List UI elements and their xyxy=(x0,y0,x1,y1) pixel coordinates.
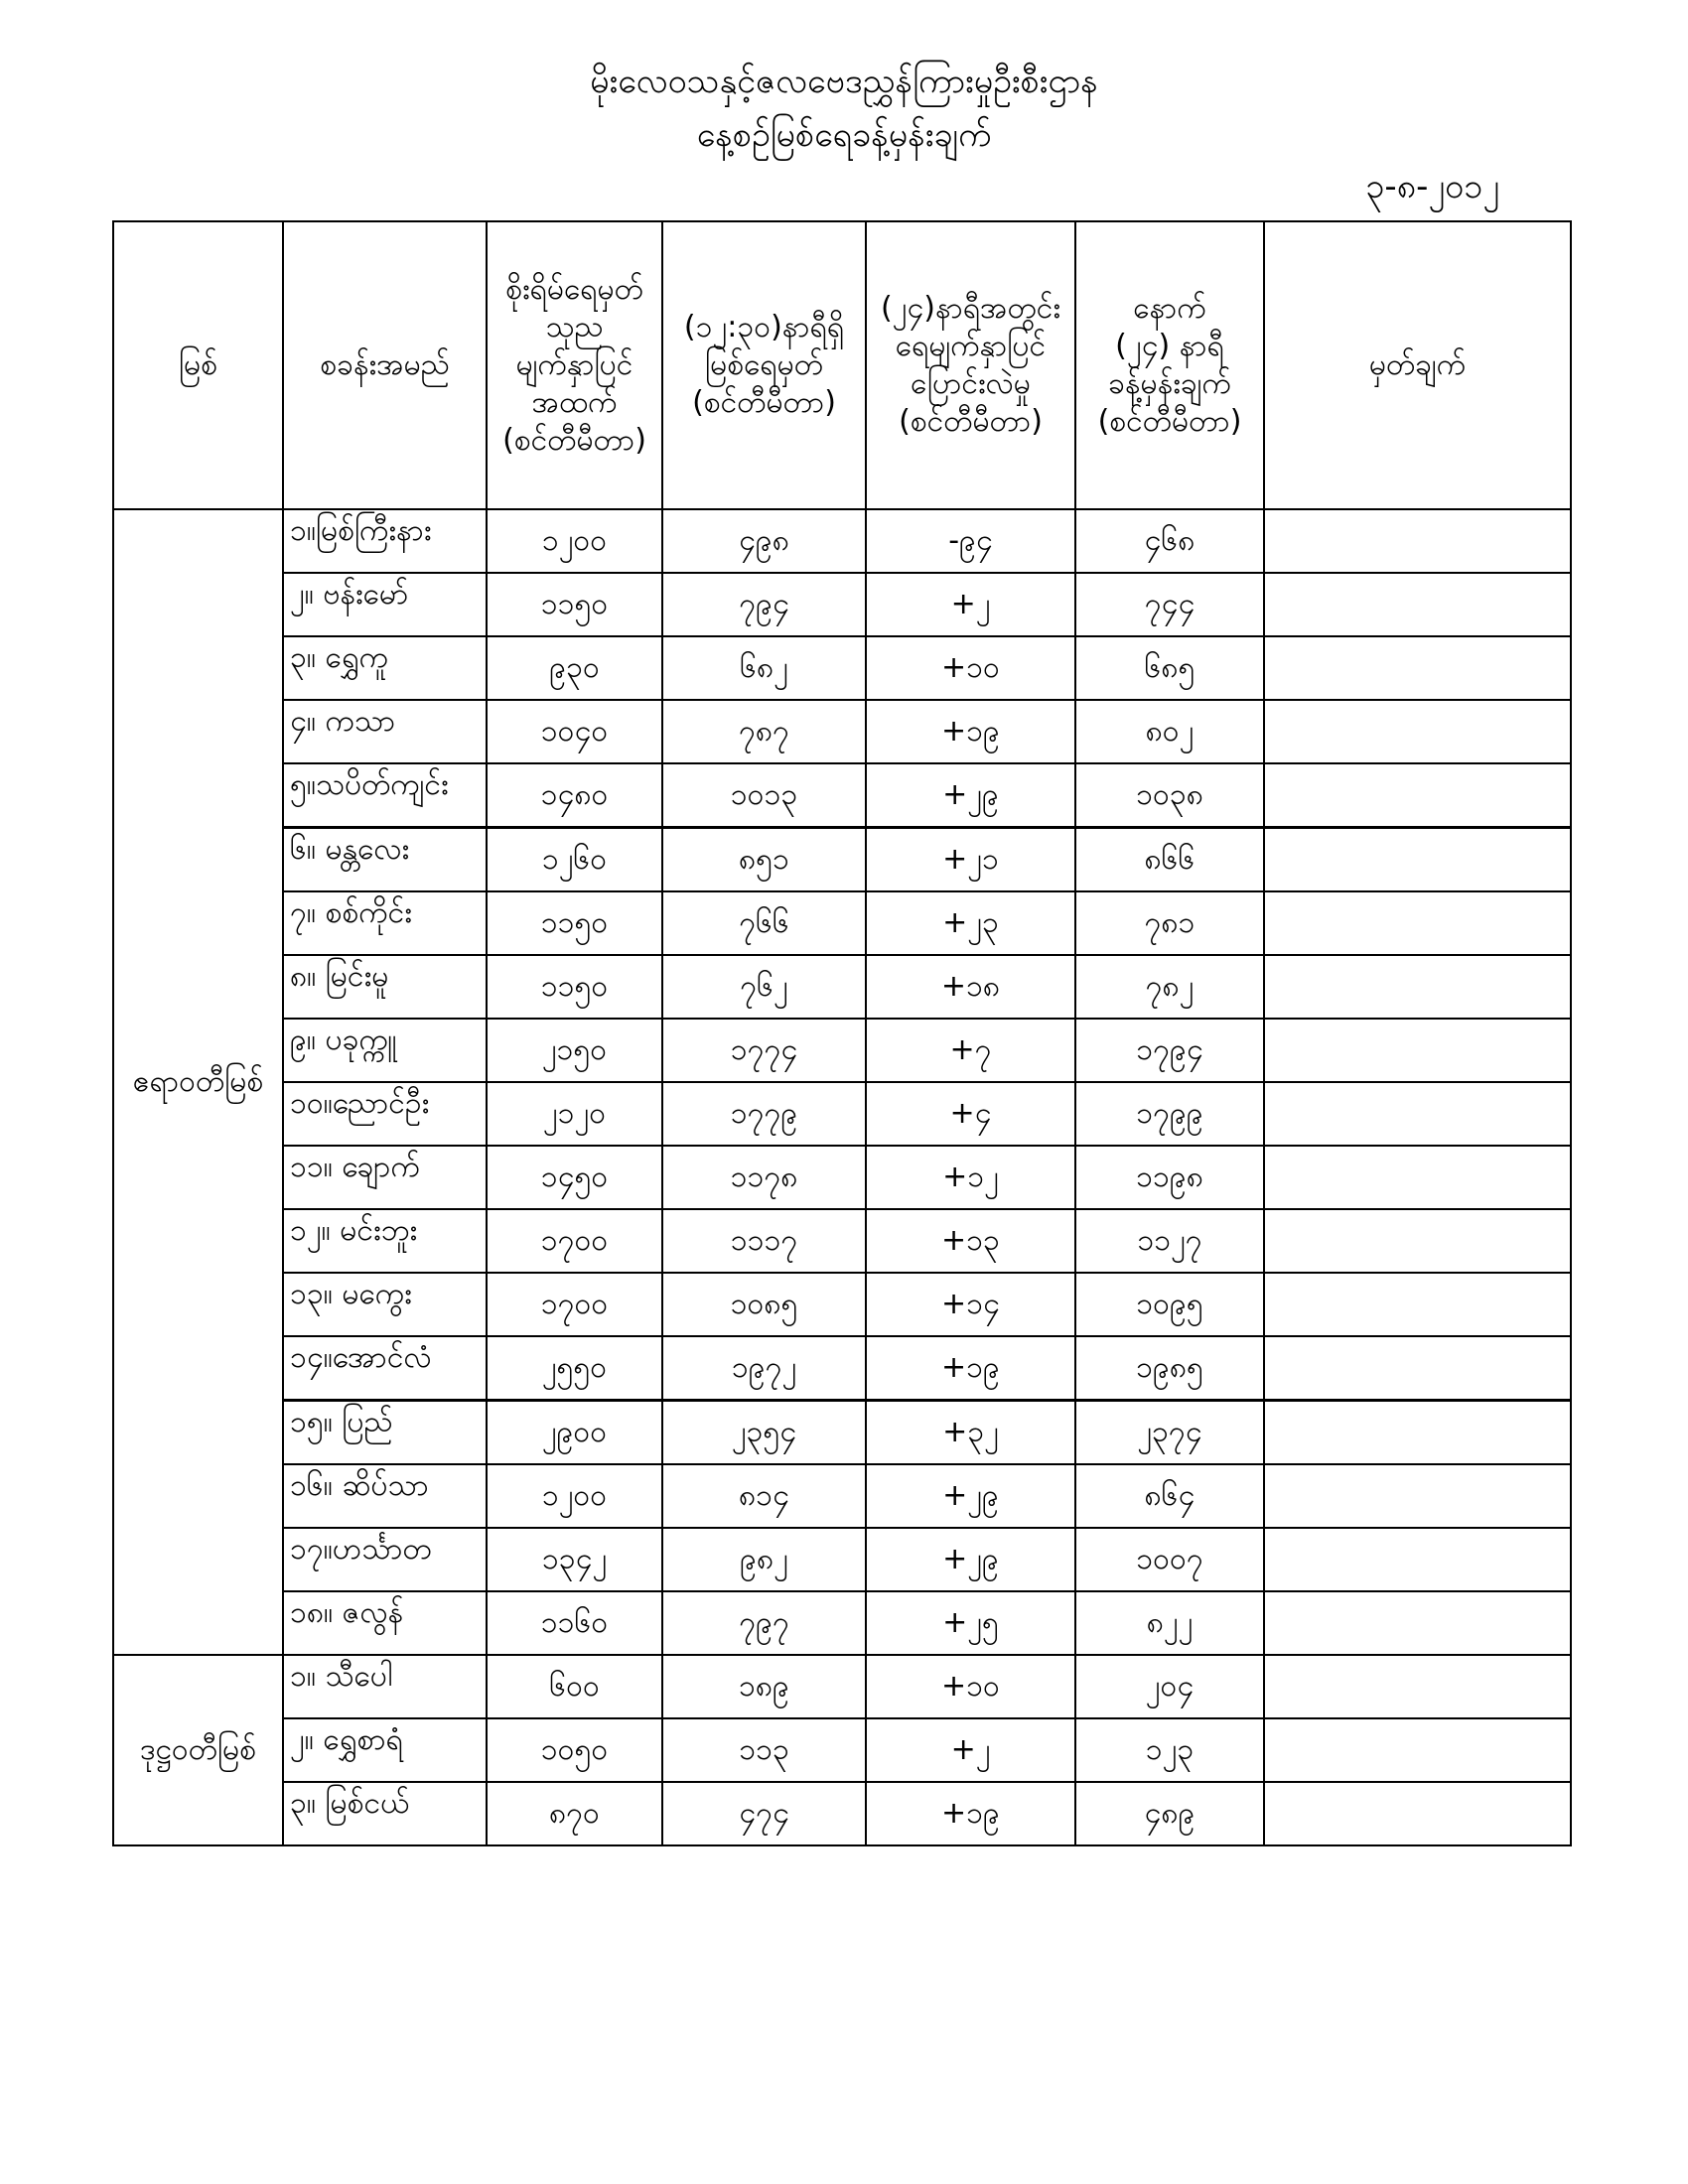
forecast-cell: ၁၂၃ xyxy=(1075,1718,1264,1782)
change-24h-cell: +၇ xyxy=(866,1019,1075,1082)
change-24h-cell: +၃၂ xyxy=(866,1401,1075,1465)
water-level-cell: ၁၀၁၃ xyxy=(662,763,866,828)
header-text-line: မှတ်ချက် xyxy=(1368,347,1467,382)
page-subtitle: နေ့စဉ်မြစ်ရေခန့်မှန်းချက် xyxy=(696,115,992,155)
table-row xyxy=(113,828,1571,892)
header-text-line: (၂၄) နာရီ xyxy=(1115,329,1224,363)
table-row xyxy=(113,1336,1571,1401)
danger-level-cell: ၁၂၆၀ xyxy=(487,828,662,892)
water-level-cell: ၁၁၁၇ xyxy=(662,1209,866,1273)
forecast-cell: ၁၀၀၇ xyxy=(1075,1528,1264,1591)
river-forecast-table xyxy=(112,220,1572,1846)
table-row xyxy=(113,1146,1571,1209)
header-text-line: (စင်တီမီတာ) xyxy=(1097,404,1242,439)
header-text-line: ပြောင်းလဲမှု xyxy=(911,366,1031,401)
header-danger-level xyxy=(487,221,662,509)
remark-cell xyxy=(1264,1019,1571,1082)
change-24h-cell: +၂၅ xyxy=(866,1591,1075,1655)
remark-cell xyxy=(1264,891,1571,955)
remark-cell xyxy=(1264,1464,1571,1528)
remark-cell xyxy=(1264,1401,1571,1465)
water-level-cell: ၁၇၇၉ xyxy=(662,1082,866,1146)
table-row xyxy=(113,1591,1571,1655)
header-text-line: မြစ်ရေမှတ် xyxy=(705,347,823,382)
remark-cell xyxy=(1264,1718,1571,1782)
water-level-cell: ၇၆၆ xyxy=(662,891,866,955)
change-24h-cell: +၁၃ xyxy=(866,1209,1075,1273)
station-name-cell: ၄။ ကသာ xyxy=(283,700,487,763)
header-text-line: သုည xyxy=(545,310,604,344)
remark-cell xyxy=(1264,1209,1571,1273)
forecast-cell: ၈၀၂ xyxy=(1075,700,1264,763)
water-level-cell: ၄၉၈ xyxy=(662,509,866,573)
header-text-line: (စင်တီမီတာ) xyxy=(502,423,646,458)
table-row xyxy=(113,1655,1571,1718)
remark-cell xyxy=(1264,1655,1571,1718)
change-24h-cell: +၂၁ xyxy=(866,828,1075,892)
station-name-cell: ၂။ ဗန်းမော် xyxy=(283,573,487,636)
forecast-cell: ၇၈၁ xyxy=(1075,891,1264,955)
forecast-cell: ၄၈၉ xyxy=(1075,1782,1264,1845)
danger-level-cell: ၁၁၅၀ xyxy=(487,955,662,1019)
water-level-cell: ၇၉၇ xyxy=(662,1591,866,1655)
station-name-cell: ၃။ မြစ်ငယ် xyxy=(283,1782,487,1845)
table-row xyxy=(113,700,1571,763)
header-text-line: ခန့်မှန်းချက် xyxy=(1108,366,1231,401)
water-level-cell: ၁၁၇၈ xyxy=(662,1146,866,1209)
change-24h-cell: +၁၉ xyxy=(866,700,1075,763)
water-level-cell: ၆၈၂ xyxy=(662,636,866,700)
change-24h-cell: -၉၄ xyxy=(866,509,1075,573)
table-row xyxy=(113,891,1571,955)
table-row xyxy=(113,1082,1571,1146)
remark-cell xyxy=(1264,1336,1571,1401)
table-row xyxy=(113,1782,1571,1845)
danger-level-cell: ၂၉၀၀ xyxy=(487,1401,662,1465)
forecast-cell: ၂၃၇၄ xyxy=(1075,1401,1264,1465)
remark-cell xyxy=(1264,763,1571,828)
header-text-line: နောက် xyxy=(1133,291,1206,326)
danger-level-cell: ၁၀၅၀ xyxy=(487,1718,662,1782)
table-row xyxy=(113,955,1571,1019)
forecast-cell: ၁၇၉၄ xyxy=(1075,1019,1264,1082)
forecast-cell: ၇၈၂ xyxy=(1075,955,1264,1019)
header-text-line: စိုးရိမ်ရေမှတ် xyxy=(505,272,643,307)
remark-cell xyxy=(1264,573,1571,636)
danger-level-cell: ၂၁၂၀ xyxy=(487,1082,662,1146)
danger-level-cell: ၁၃၄၂ xyxy=(487,1528,662,1591)
danger-level-cell: ၆၀၀ xyxy=(487,1655,662,1718)
station-name-cell: ၁၂။ မင်းဘူး xyxy=(283,1209,487,1273)
header-text-line: (၁၂:၃၀)နာရီရှိ xyxy=(683,310,845,344)
danger-level-cell: ၉၃၀ xyxy=(487,636,662,700)
remark-cell xyxy=(1264,1273,1571,1336)
forecast-cell: ၁၁၂၇ xyxy=(1075,1209,1264,1273)
change-24h-cell: +၂၃ xyxy=(866,891,1075,955)
station-name-cell: ၁၇။ဟင်္သာတ xyxy=(283,1528,487,1591)
header-text-line: (စင်တီမီတာ) xyxy=(692,385,836,420)
station-name-cell: ၂။ ရွှေစာရံ xyxy=(283,1718,487,1782)
change-24h-cell: +၄ xyxy=(866,1082,1075,1146)
water-level-cell: ၈၅၁ xyxy=(662,828,866,892)
header-station xyxy=(283,221,487,509)
table-row xyxy=(113,1718,1571,1782)
water-level-cell: ၁၁၃ xyxy=(662,1718,866,1782)
forecast-cell: ၈၂၂ xyxy=(1075,1591,1264,1655)
station-name-cell: ၁။ သီပေါ xyxy=(283,1655,487,1718)
report-date: ၃-၈-၂၀၁၂ xyxy=(1365,167,1499,206)
station-name-cell: ၆။ မန္တလေး xyxy=(283,828,487,892)
header-text-line: (စင်တီမီတာ) xyxy=(899,404,1043,439)
water-level-cell: ၁၇၇၄ xyxy=(662,1019,866,1082)
forecast-cell: ၁၇၉၉ xyxy=(1075,1082,1264,1146)
remark-cell xyxy=(1264,955,1571,1019)
water-level-cell: ၁၈၉ xyxy=(662,1655,866,1718)
page-title: မိုးလေဝသနှင့်ဇလဗေဒညွှန်ကြားမှုဦးစီးဌာန xyxy=(590,62,1098,101)
remark-cell xyxy=(1264,1782,1571,1845)
station-name-cell: ၇။ စစ်ကိုင်း xyxy=(283,891,487,955)
remark-cell xyxy=(1264,509,1571,573)
danger-level-cell: ၂၅၅၀ xyxy=(487,1336,662,1401)
header-text-line: (၂၄)နာရီအတွင်း xyxy=(880,291,1061,326)
danger-level-cell: ၁၂၀၀ xyxy=(487,509,662,573)
forecast-cell: ၁၀၉၅ xyxy=(1075,1273,1264,1336)
water-level-cell: ၇၉၄ xyxy=(662,573,866,636)
station-name-cell: ၁၁။ ချောက် xyxy=(283,1146,487,1209)
table-row xyxy=(113,573,1571,636)
header-remark xyxy=(1264,221,1571,509)
change-24h-cell: +၁၉ xyxy=(866,1336,1075,1401)
change-24h-cell: +၁၄ xyxy=(866,1273,1075,1336)
table-header-row xyxy=(113,221,1571,509)
water-level-cell: ၇၆၂ xyxy=(662,955,866,1019)
table-row xyxy=(113,1401,1571,1465)
forecast-cell: ၁၁၉၈ xyxy=(1075,1146,1264,1209)
river-name-cell: ဧရာဝတီမြစ် xyxy=(113,509,283,1655)
river-name-cell: ဒုဋ္ဌဝတီမြစ် xyxy=(113,1655,283,1845)
remark-cell xyxy=(1264,1146,1571,1209)
change-24h-cell: +၂၉ xyxy=(866,1528,1075,1591)
change-24h-cell: +၁၂ xyxy=(866,1146,1075,1209)
station-name-cell: ၃။ ရွှေကူ xyxy=(283,636,487,700)
station-name-cell: ၉။ ပခုက္ကူ xyxy=(283,1019,487,1082)
change-24h-cell: +၁၀ xyxy=(866,1655,1075,1718)
change-24h-cell: +၂၉ xyxy=(866,763,1075,828)
station-name-cell: ၁၆။ ဆိပ်သာ xyxy=(283,1464,487,1528)
forecast-cell: ၈၆၆ xyxy=(1075,828,1264,892)
station-name-cell: ၈။ မြင်းမူ xyxy=(283,955,487,1019)
water-level-cell: ၁၉၇၂ xyxy=(662,1336,866,1401)
header-text-line: ရေမျက်နှာပြင် xyxy=(895,329,1047,363)
change-24h-cell: +၁၈ xyxy=(866,955,1075,1019)
danger-level-cell: ၈၇၀ xyxy=(487,1782,662,1845)
danger-level-cell: ၁၇၀၀ xyxy=(487,1273,662,1336)
danger-level-cell: ၁၁၅၀ xyxy=(487,891,662,955)
station-name-cell: ၁။မြစ်ကြီးနား xyxy=(283,509,487,573)
table-row xyxy=(113,763,1571,828)
table-row xyxy=(113,636,1571,700)
table-row xyxy=(113,1273,1571,1336)
header-24h-change xyxy=(866,221,1075,509)
station-name-cell: ၅။သပိတ်ကျင်း xyxy=(283,763,487,828)
table-row xyxy=(113,1019,1571,1082)
header-water-level xyxy=(662,221,866,509)
remark-cell xyxy=(1264,828,1571,892)
remark-cell xyxy=(1264,1528,1571,1591)
water-level-cell: ၂၃၅၄ xyxy=(662,1401,866,1465)
header-text-line: အထက် xyxy=(531,385,618,420)
header-text-line: မြစ် xyxy=(178,347,218,382)
danger-level-cell: ၁၄၅၀ xyxy=(487,1146,662,1209)
remark-cell xyxy=(1264,636,1571,700)
forecast-cell: ၈၆၄ xyxy=(1075,1464,1264,1528)
danger-level-cell: ၁၀၄၀ xyxy=(487,700,662,763)
danger-level-cell: ၁၂၀၀ xyxy=(487,1464,662,1528)
danger-level-cell: ၁၇၀၀ xyxy=(487,1209,662,1273)
forecast-cell: ၄၆၈ xyxy=(1075,509,1264,573)
header-river xyxy=(113,221,283,509)
table-row xyxy=(113,509,1571,573)
forecast-cell: ၆၈၅ xyxy=(1075,636,1264,700)
forecast-cell: ၁၀၃၈ xyxy=(1075,763,1264,828)
table-row xyxy=(113,1464,1571,1528)
station-name-cell: ၁၅။ ပြည် xyxy=(283,1401,487,1465)
table-row xyxy=(113,1209,1571,1273)
header-forecast xyxy=(1075,221,1264,509)
remark-cell xyxy=(1264,1591,1571,1655)
station-name-cell: ၁၀။ညောင်ဦး xyxy=(283,1082,487,1146)
change-24h-cell: +၂ xyxy=(866,573,1075,636)
station-name-cell: ၁၄။အောင်လံ xyxy=(283,1336,487,1401)
danger-level-cell: ၁၁၅၀ xyxy=(487,573,662,636)
change-24h-cell: +၂ xyxy=(866,1718,1075,1782)
change-24h-cell: +၁၀ xyxy=(866,636,1075,700)
danger-level-cell: ၂၁၅၀ xyxy=(487,1019,662,1082)
water-level-cell: ၈၁၄ xyxy=(662,1464,866,1528)
danger-level-cell: ၁၁၆၀ xyxy=(487,1591,662,1655)
water-level-cell: ၇၈၇ xyxy=(662,700,866,763)
forecast-cell: ၂၀၄ xyxy=(1075,1655,1264,1718)
remark-cell xyxy=(1264,700,1571,763)
header-text-line: စခန်းအမည် xyxy=(320,347,450,382)
station-name-cell: ၁၃။ မကွေး xyxy=(283,1273,487,1336)
change-24h-cell: +၂၉ xyxy=(866,1464,1075,1528)
forecast-cell: ၁၉၈၅ xyxy=(1075,1336,1264,1401)
water-level-cell: ၄၇၄ xyxy=(662,1782,866,1845)
station-name-cell: ၁၈။ ဇလွန် xyxy=(283,1591,487,1655)
remark-cell xyxy=(1264,1082,1571,1146)
forecast-cell: ၇၄၄ xyxy=(1075,573,1264,636)
water-level-cell: ၉၈၂ xyxy=(662,1528,866,1591)
danger-level-cell: ၁၄၈၀ xyxy=(487,763,662,828)
table-row xyxy=(113,1528,1571,1591)
header-text-line: မျက်နှာပြင် xyxy=(515,347,633,382)
water-level-cell: ၁၀၈၅ xyxy=(662,1273,866,1336)
change-24h-cell: +၁၉ xyxy=(866,1782,1075,1845)
